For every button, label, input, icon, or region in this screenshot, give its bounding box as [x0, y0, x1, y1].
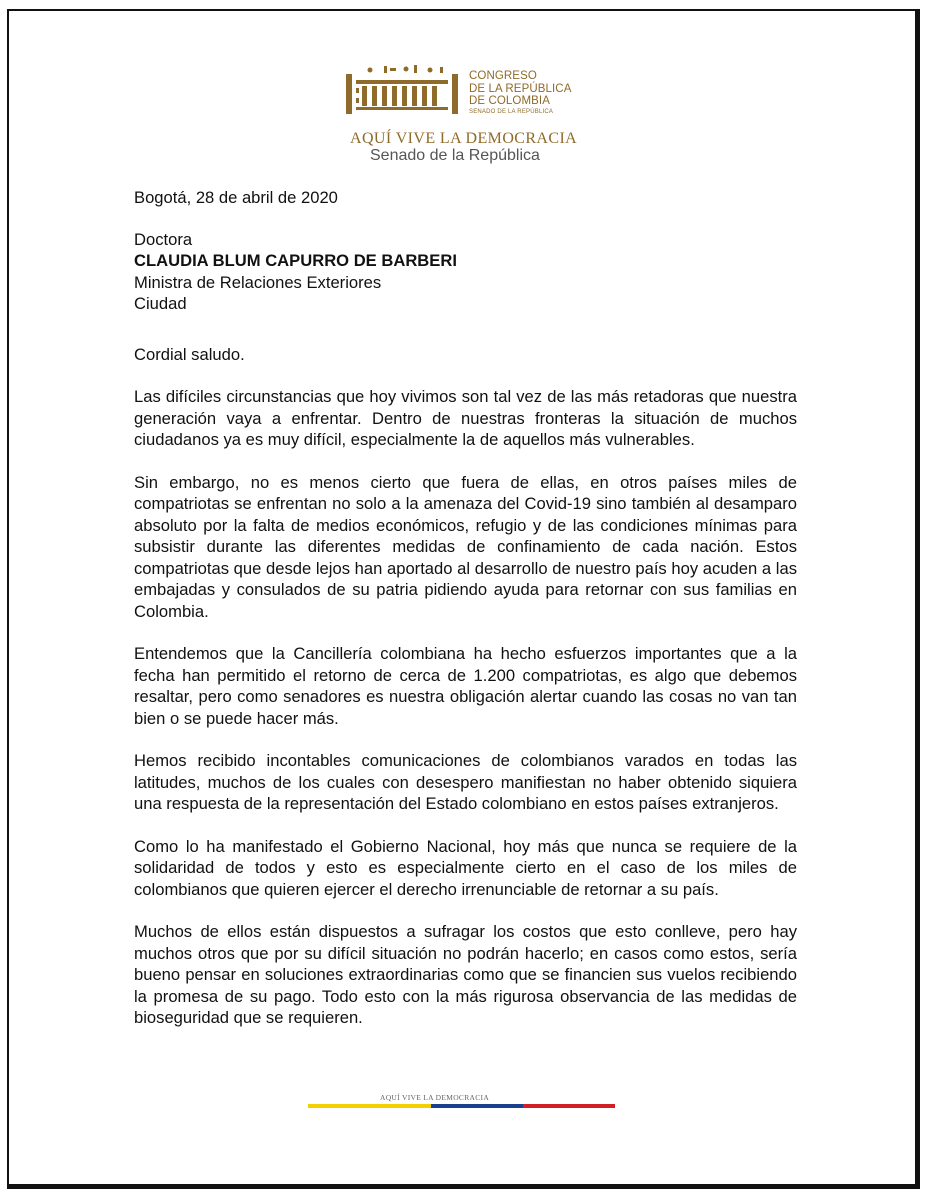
- footer: [308, 1093, 615, 1113]
- addressee-city: Ciudad: [134, 294, 187, 313]
- logo-line-2: DE LA REPÚBLICA: [469, 82, 572, 95]
- senate-logo: [346, 60, 596, 170]
- addressee-position: Ministra de Relaciones Exteriores: [134, 272, 382, 292]
- flag-yellow: [308, 1104, 431, 1108]
- paragraph-5: Como lo ha manifestado el Gobierno Nacional, hoy más que nunca se requiere de la solidaridad de todos y esto es especialmente cierto en el caso de los miles de colombianos que quieren ejercer el derecho irrenunciable de retornar a su país.: [134, 836, 797, 899]
- logo-wordmark: [469, 70, 571, 117]
- addressee-block: [134, 229, 797, 315]
- salutation: Cordial saludo.: [134, 344, 245, 364]
- logo-tagline: AQUÍ VIVE LA DEMOCRACIA: [350, 130, 578, 147]
- paragraph-6: Muchos de ellos están dispuestos a sufragar los costos que esto conlleve, pero hay muchos otros que por su difícil situación no podrán hacerlo; en casos como estos, sería bueno pensar en soluciones extraordinarias como que se financien sus vuelos recibiendo la promesa de su pago. Todo esto con la más rigurosa observancia de las medidas de bioseguridad que se requieren.: [134, 922, 797, 1027]
- letter-body: [134, 187, 797, 1029]
- capitol-building-icon: [346, 60, 466, 120]
- paragraph-1: Las difíciles circunstancias que hoy vivimos son tal vez de las más retadoras que nuestra generación vaya a enfrentar. Dentro de nuestras fronteras la situación de muchos ciudadanos ya es muy difícil, especialmente la de aquellos más vulnerables.: [134, 387, 797, 449]
- flag-red: [523, 1104, 615, 1108]
- flag-blue: [431, 1104, 523, 1108]
- addressee-title: Doctora: [134, 229, 193, 249]
- logo-subtitle: Senado de la República: [370, 147, 540, 164]
- paragraph-2: Sin embargo, no es menos cierto que fuera de ellas, en otros países miles de compatriotas se enfrentan no solo a la amenaza del Covid-19 sino también al desamparo absoluto por la falta de medios económicos, refugio y de las condiciones mínimas para subsistir durante las diferentes medidas de confinamiento de cada nación. Estos compatriotas que desde lejos han aportado al desarrollo de nuestro país hoy acuden a las embajadas y consulados de su patria pidiendo ayuda para retornar con sus familias en Colombia.: [134, 472, 797, 621]
- paragraph-4: Hemos recibido incontables comunicaciones de colombianos varados en todas las latitudes, muchos de los cuales con desespero manifiestan no haber obtenido siquiera una respuesta de la representación del Estado colombiano en estos países extranjeros.: [134, 751, 797, 813]
- logo-line-small: SENADO DE LA REPÚBLICA: [469, 108, 554, 115]
- footer-tagline: AQUÍ VIVE LA DEMOCRACIA: [380, 1093, 490, 1102]
- letter-date: Bogotá, 28 de abril de 2020: [134, 188, 338, 207]
- logo-line-1: CONGRESO: [469, 70, 537, 82]
- flag-stripe: [308, 1104, 615, 1108]
- logo-line-3: DE COLOMBIA: [469, 95, 550, 107]
- addressee-name: CLAUDIA BLUM CAPURRO DE BARBERI: [134, 251, 457, 270]
- paragraph-3: Entendemos que la Cancillería colombiana ha hecho esfuerzos importantes que a la fecha han permitido el retorno de cerca de 1.200 compatriotas, es algo que debemos resaltar, pero como senadores es nuestra obligación alertar cuando las cosas no van tan bien o se puede hacer más.: [134, 644, 797, 728]
